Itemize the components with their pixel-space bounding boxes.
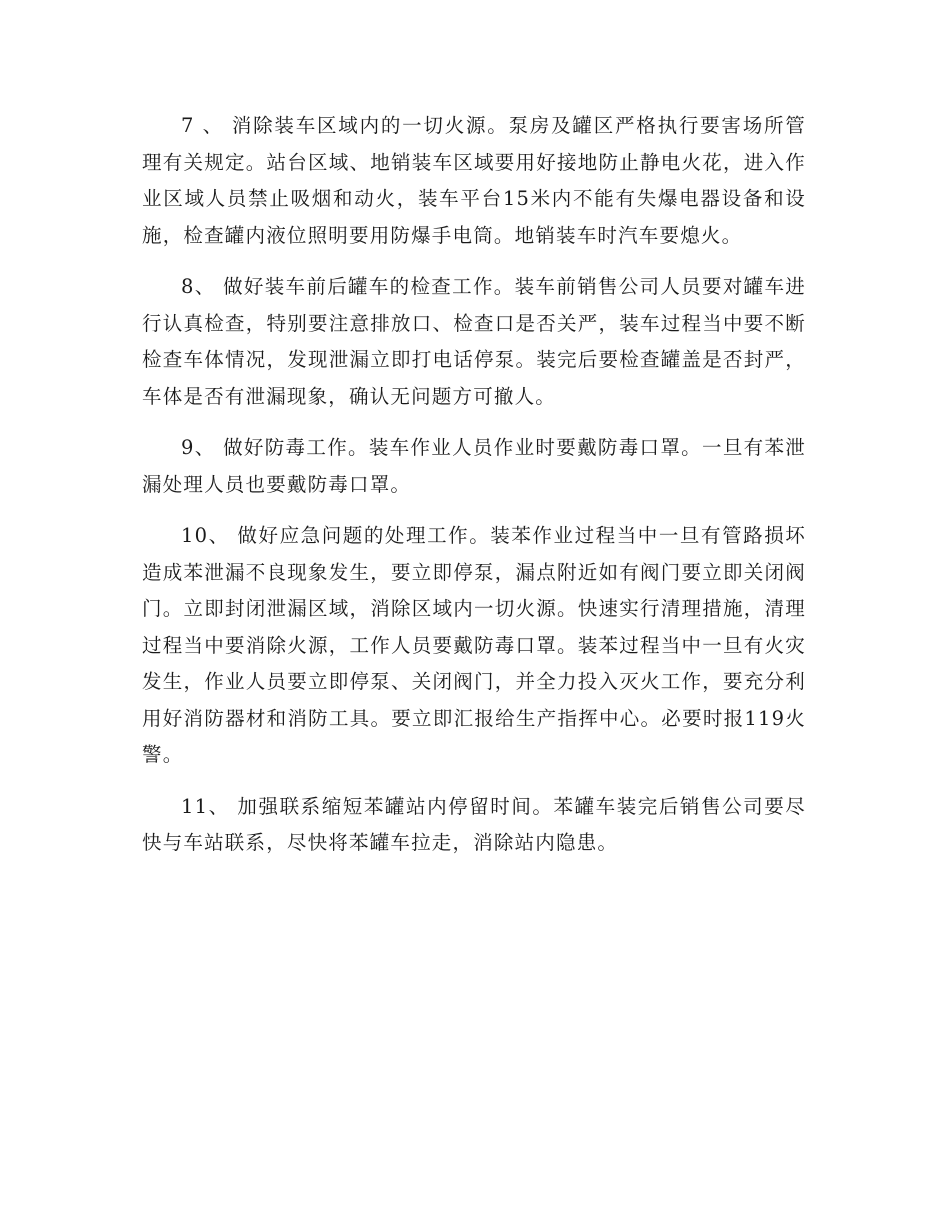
- paragraph-11: 11、 加强联系缩短苯罐站内停留时间。苯罐车装完后销售公司要尽快与车站联系，尽快将苯罐车拉走，消除站内隐患。: [142, 794, 806, 854]
- paragraph-10: 10、 做好应急问题的处理工作。装苯作业过程当中一旦有管路损坏造成苯泄漏不良现象发生，要立即停泵，漏点附近如有阀门要立即关闭阀门。立即封闭泄漏区域，消除区域内一切火源。快速实行清理措施，清理过程当中要消除火源，工作人员要戴防毒口罩。装苯过程当中一旦有火灾发生，作业人员要立即停泵、关闭阀门，并全力投入灭火工作，要充分利用好消防器材和消防工具。要立即汇报给生产指挥中心。必要时报119火警。: [142, 524, 806, 766]
- paragraph-9: 9、 做好防毒工作。装车作业人员作业时要戴防毒口罩。一旦有苯泄漏处理人员也要戴防毒口罩。: [142, 436, 806, 496]
- document-body: [142, 108, 806, 877]
- paragraph-7: 7 、 消除装车区域内的一切火源。泵房及罐区严格执行要害场所管理有关规定。站台区域、地销装车区域要用好接地防止静电火花，进入作业区域人员禁止吸烟和动火，装车平台15米内不能有失爆电器设备和设施，检查罐内液位照明要用防爆手电筒。地销装车时汽车要熄火。: [142, 114, 806, 247]
- paragraph-8: 8、 做好装车前后罐车的检查工作。装车前销售公司人员要对罐车进行认真检查，特别要注意排放口、检查口是否关严，装车过程当中要不断检查车体情况，发现泄漏立即打电话停泵。装完后要检查罐盖是否封严，车体是否有泄漏现象，确认无问题方可撤人。: [142, 275, 806, 408]
